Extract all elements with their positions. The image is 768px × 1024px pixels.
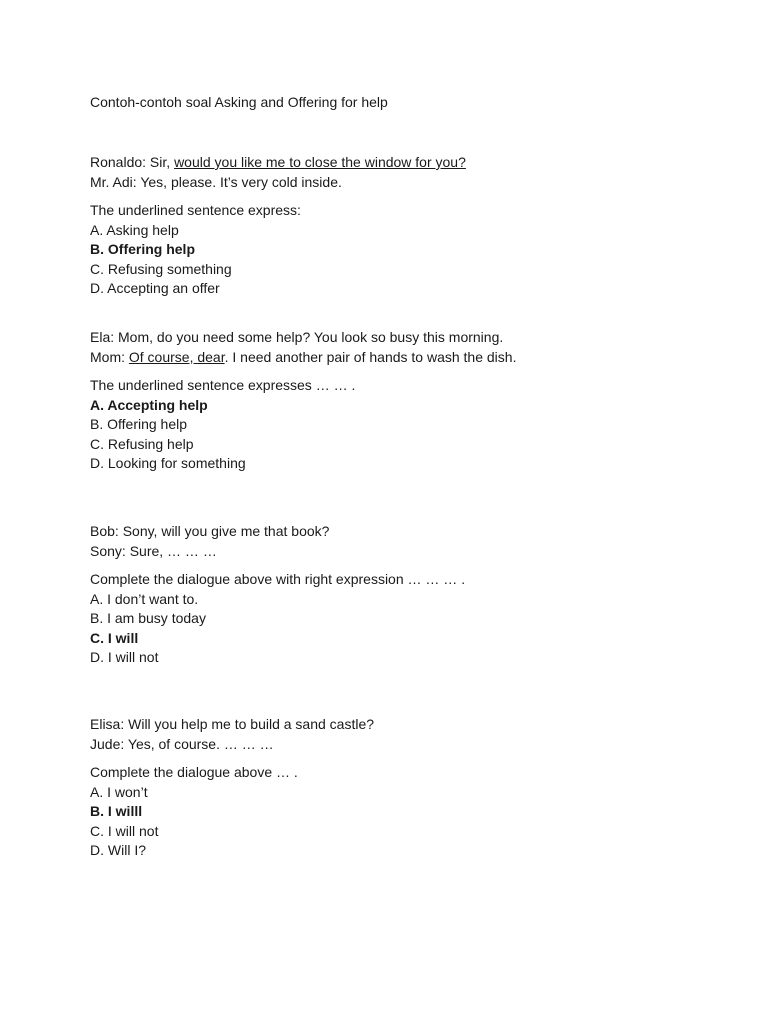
dialogue-text: . I need another pair of hands to wash the dish. [224, 348, 517, 365]
dialogue-line [90, 348, 516, 368]
question-block [90, 328, 516, 474]
dialogue-line [90, 173, 466, 193]
underlined-text: Of course, dear [128, 348, 225, 365]
option-a: A. I don’t want to. [90, 590, 199, 607]
spacer [90, 754, 374, 763]
option-b-answer: B. Offering help [90, 241, 195, 257]
option-d: D. Accepting an offer [90, 280, 220, 296]
option-d: D. Looking for something [90, 455, 246, 471]
spacer [90, 561, 465, 570]
dialogue-line [90, 542, 465, 562]
dialogue-line [90, 522, 465, 542]
spacer [90, 192, 466, 201]
option-b: B. I am busy today [90, 610, 206, 626]
option-c: C. Refusing help [90, 435, 194, 452]
dialogue-line [90, 153, 466, 173]
dialogue-text: Jude: Yes, of course. … … … [90, 735, 274, 752]
question-block [90, 715, 374, 861]
option-b: B. Offering help [90, 416, 188, 432]
dialogue-text: Mom: [90, 348, 129, 365]
dialogue-text: Mr. Adi: Yes, please. It’s very cold inside. [90, 173, 342, 190]
underlined-text: would you like me to close the window for you? [174, 154, 466, 170]
option-a-answer: A. Accepting help [90, 396, 208, 413]
dialogue-text: Bob: Sony, will you give me that book? [90, 523, 330, 539]
option-a: A. Asking help [90, 221, 179, 238]
question-prompt: Complete the dialogue above with right expression … … … . [90, 571, 466, 587]
option-d: D. I will not [90, 649, 159, 665]
option-a: A. I won’t [90, 783, 148, 800]
question-prompt: The underlined sentence expresses … … . [90, 377, 356, 393]
question-block [90, 522, 465, 668]
dialogue-text: Elisa: Will you help me to build a sand castle? [90, 716, 375, 732]
option-c-answer: C. I will [90, 629, 139, 646]
dialogue-line [90, 735, 374, 755]
dialogue-text: Ela: Mom, do you need some help? You look so busy this morning. [90, 329, 504, 345]
question-prompt: Complete the dialogue above … . [90, 764, 298, 780]
option-d: D. Will I? [90, 842, 146, 858]
dialogue-text: Sony: Sure, … … … [90, 542, 217, 559]
option-c: C. I will not [90, 822, 159, 839]
question-prompt: The underlined sentence express: [90, 202, 301, 218]
document-title: Contoh-contoh soal Asking and Offering for help [90, 94, 388, 110]
option-c: C. Refusing something [90, 260, 232, 277]
dialogue-line [90, 328, 516, 348]
document-page [90, 93, 710, 858]
dialogue-text: Ronaldo: Sir, [90, 154, 175, 170]
spacer [90, 367, 516, 376]
question-block [90, 153, 466, 299]
dialogue-line [90, 715, 374, 735]
option-b-answer: B. I willl [90, 803, 143, 819]
